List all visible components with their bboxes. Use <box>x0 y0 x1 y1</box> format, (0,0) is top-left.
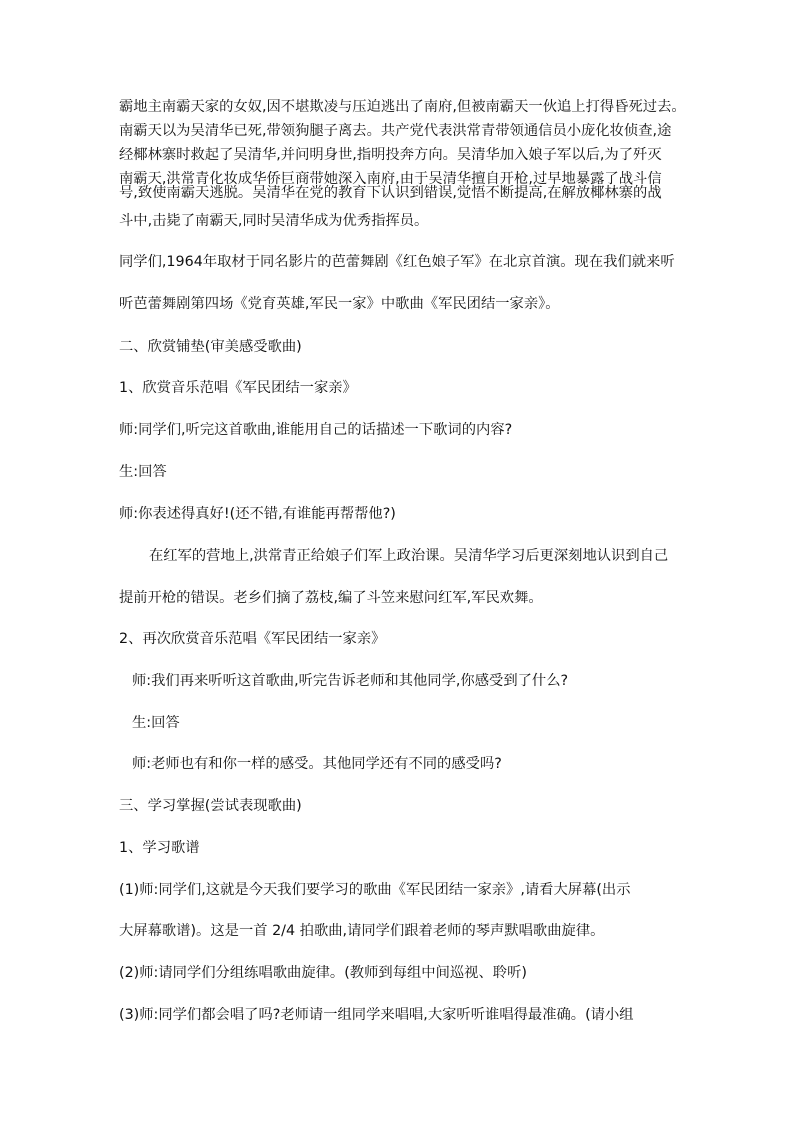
section-2-heading: 二、欣赏铺垫(审美感受歌曲) <box>119 339 302 355</box>
item-2-2: 2、再次欣赏音乐范唱《军民团结一家亲》 <box>119 631 386 647</box>
story-line-5: 号,致使南霸天逃脱。吴清华在党的教育下认识到错误,觉悟不断提高,在解放椰林寨的战 <box>119 185 662 201</box>
student-answer-1: 生:回答 <box>119 464 167 480</box>
summary-line-2: 提前开枪的错误。老乡们摘了荔枝,编了斗笠来慰问红军,军民欢舞。 <box>119 590 543 606</box>
step-1-line-1: (1)师:同学们,这就是今天我们要学习的歌曲《军民团结一家亲》,请看大屏幕(出示 <box>119 882 631 898</box>
intro-line-1: 同学们,1964年取材于同名影片的芭蕾舞剧《红色娘子军》在北京首演。现在我们就来听 <box>119 254 675 270</box>
student-answer-2: 生:回答 <box>132 715 180 731</box>
item-3-1: 1、学习歌谱 <box>119 840 200 856</box>
teacher-response-1: 师:你表述得真好!(还不错,有谁能再帮帮他?) <box>119 506 396 522</box>
teacher-question-1: 师:同学们,听完这首歌曲,谁能用自己的话描述一下歌词的内容? <box>119 422 513 438</box>
story-line-1: 霸地主南霸天家的女奴,因不堪欺凌与压迫逃出了南府,但被南霸天一伙追上打得昏死过去。 <box>119 99 686 115</box>
step-2: (2)师:请同学们分组练唱歌曲旋律。(教师到每组中间巡视、聆听) <box>119 965 527 981</box>
teacher-response-2: 师:老师也有和你一样的感受。其他同学还有不同的感受吗? <box>132 756 502 772</box>
story-line-2: 南霸天以为吴清华已死,带领狗腿子离去。共产党代表洪常青带领通信员小庞化妆侦查,途 <box>119 123 672 139</box>
item-2-1: 1、欣赏音乐范唱《军民团结一家亲》 <box>119 380 357 396</box>
story-line-6: 斗中,击毙了南霸天,同时吴清华成为优秀指挥员。 <box>119 213 429 229</box>
intro-line-2: 听芭蕾舞剧第四场《党育英雄,军民一家》中歌曲《军民团结一家亲》。 <box>119 296 560 312</box>
summary-line-1: 在红军的营地上,洪常青正给娘子们军上政治课。吴清华学习后更深刻地认识到自己 <box>149 548 669 564</box>
story-line-3: 经椰林寨时救起了吴清华,并问明身世,指明投奔方向。吴清华加入娘子军以后,为了歼灭 <box>119 147 662 163</box>
step-3: (3)师:同学们都会唱了吗?老师请一组同学来唱唱,大家听听谁唱得最准确。(请小组 <box>119 1007 634 1023</box>
teacher-question-2: 师:我们再来听听这首歌曲,听完告诉老师和其他同学,你感受到了什么? <box>132 673 569 689</box>
story-line-4: 南霸天,洪常青化妆成华侨巨商带她深入南府,由于吴清华擅自开枪,过早地暴露了战斗信 <box>119 171 662 187</box>
step-1-line-2: 大屏幕歌谱)。这是一首 2/4 拍歌曲,请同学们跟着老师的琴声默唱歌曲旋律。 <box>119 923 605 939</box>
section-3-heading: 三、学习掌握(尝试表现歌曲) <box>119 798 302 814</box>
